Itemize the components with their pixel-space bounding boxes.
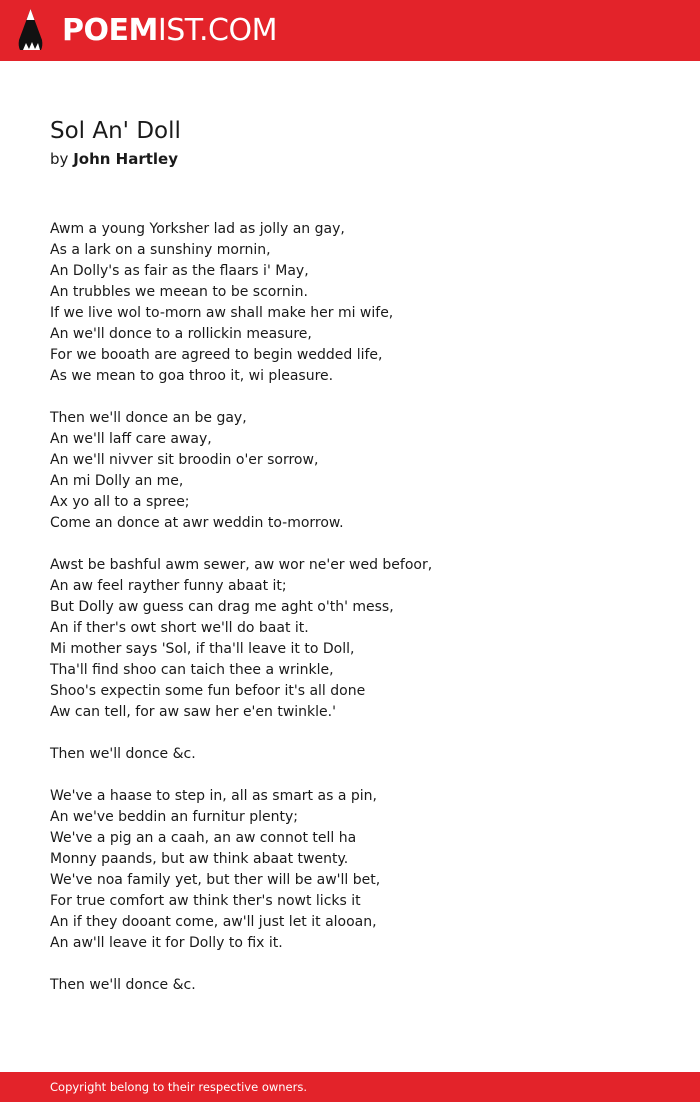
logo-text-light: IST.COM [157, 13, 277, 48]
poem-line: We've a pig an a caah, an aw connot tell ha [50, 830, 357, 846]
byline-label: by [50, 150, 69, 168]
poem-line: Mi mother says 'Sol, if tha'll leave it to Doll, [50, 641, 355, 657]
poem-line: Come an donce at awr weddin to-morrow. [50, 515, 344, 531]
poem-line: An we've beddin an furnitur plenty; [50, 809, 298, 825]
poem-line: Then we'll donce an be gay, [50, 410, 247, 426]
poem-line: An if ther's owt short we'll do baat it. [50, 620, 309, 636]
poem-stanza [50, 219, 670, 387]
poem-line: We've noa family yet, but ther will be aw'll bet, [50, 872, 381, 888]
byline [50, 148, 650, 170]
site-header [0, 0, 700, 61]
poem-stanza [50, 786, 670, 954]
poem-line: Ax yo all to a spree; [50, 494, 190, 510]
poem-line: An aw'll leave it for Dolly to fix it. [50, 935, 283, 951]
poem-line: Awm a young Yorksher lad as jolly an gay, [50, 221, 345, 237]
poem-line: An Dolly's as fair as the flaars i' May, [50, 263, 309, 279]
poem-line: An mi Dolly an me, [50, 473, 184, 489]
poem-body [50, 219, 670, 1017]
poem-line: Awst be bashful awm sewer, aw wor ne'er wed befoor, [50, 557, 433, 573]
poem-line: An aw feel rayther funny abaat it; [50, 578, 287, 594]
poem-line: For we booath are agreed to begin wedded life, [50, 347, 383, 363]
poem-header [50, 116, 650, 170]
poem-line: Shoo's expectin some fun befoor it's all done [50, 683, 366, 699]
poem-stanza [50, 744, 670, 765]
poem-line: As we mean to goa throo it, wi pleasure. [50, 368, 334, 384]
logo-text-bold: POEM [62, 13, 158, 48]
poem-line: An we'll laff care away, [50, 431, 212, 447]
poem-line: As a lark on a sunshiny mornin, [50, 242, 271, 258]
poem-line: We've a haase to step in, all as smart as a pin, [50, 788, 377, 804]
poem-line: Then we'll donce &c. [50, 746, 196, 762]
pencil-tip-icon[interactable] [17, 9, 44, 52]
copyright-notice: Copyright belong to their respective owners. [50, 1080, 308, 1094]
site-logo[interactable] [62, 13, 277, 49]
poem-line: For true comfort aw think ther's nowt licks it [50, 893, 361, 909]
poem-line: Aw can tell, for aw saw her e'en twinkle.' [50, 704, 336, 720]
poem-stanza [50, 408, 670, 534]
poem-line: Tha'll find shoo can taich thee a wrinkle, [50, 662, 334, 678]
poem-line: Then we'll donce &c. [50, 977, 196, 993]
poem-stanza [50, 555, 670, 723]
author-name[interactable]: John Hartley [73, 150, 178, 168]
poem-line: Monny paands, but aw think abaat twenty. [50, 851, 349, 867]
poem-line: An we'll nivver sit broodin o'er sorrow, [50, 452, 319, 468]
poem-line: If we live wol to-morn aw shall make her mi wife, [50, 305, 394, 321]
poem-stanza [50, 975, 670, 996]
poem-line: An if they dooant come, aw'll just let it alooan, [50, 914, 377, 930]
poem-line: But Dolly aw guess can drag me aght o'th' mess, [50, 599, 394, 615]
poem-title: Sol An' Doll [50, 118, 181, 144]
poem-line: An trubbles we meean to be scornin. [50, 284, 308, 300]
site-footer [0, 1072, 700, 1102]
poem-line: An we'll donce to a rollickin measure, [50, 326, 312, 342]
